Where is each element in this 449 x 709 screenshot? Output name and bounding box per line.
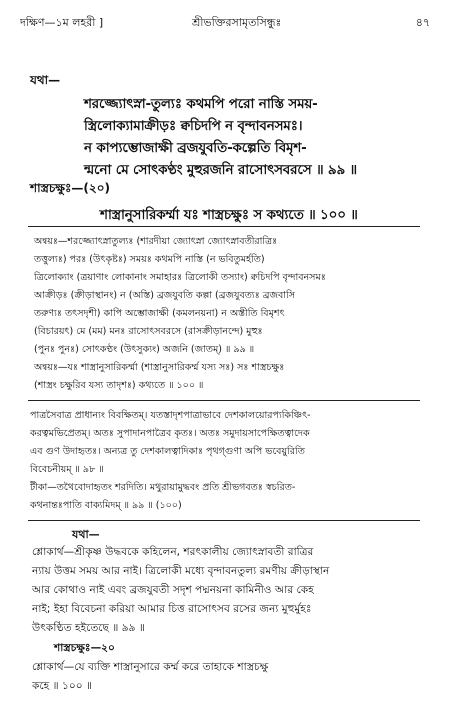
divider	[28, 226, 420, 227]
translation-line: উৎকণ্ঠিত হইতেছে ॥ ৯৯ ॥	[32, 622, 145, 634]
translation-label: যথা—	[72, 528, 100, 541]
shastra-verse: শাস্ত্রানুসারিকর্ম্মা যঃ শাস্ত্রচক্ষুঃ স কথ্যতে ॥ ১০০ ॥	[100, 207, 358, 223]
verse-line: ন্মনো মে সোৎকণ্ঠং মুহুরজনি রাসোৎসবরসে ॥ ৯৯ ॥	[84, 162, 357, 178]
translation-line: আর কোথাও নাই এবং ব্রজযুবতী সদৃশ পদ্মনয়না কামিনীও আর কেহ	[32, 584, 314, 596]
translation-line: নাই; ইহা বিবেচনা করিয়া আমার চিত্ত রাসোৎসব রসের জন্য মুহুর্মুহঃ	[32, 603, 312, 615]
anvaya-line: তত্তুল্যঃ) পরঃ (উৎকৃষ্টঃ) সময়ঃ কথমপি নাস্তি (ন ভবিতুমর্হতি)	[34, 254, 265, 265]
anvaya-line: অন্বয়ঃ—যঃ শাস্ত্রানুসারিকর্ম্মা (শাস্ত্রানুসারিকর্ম্ম যস্য সঃ) সঃ শাস্ত্রচক্ষুঃ	[34, 362, 285, 373]
chapter-heading: দক্ষিণ—১ম লহরী ]	[20, 16, 104, 29]
verse-line: স্ত্রিলোক্যামাক্রীড়ঃ ক্বচিদপি ন বৃন্দাবনসমঃ।	[84, 118, 303, 134]
translation-line: শ্লোকার্থ—শ্রীকৃষ্ণ উদ্ধবকে কহিলেন, শরৎকালীয় জ্যোৎস্নাবতী রাত্রির	[32, 546, 314, 558]
verse-line: ন কাপ্যম্ভোজাক্ষী ব্রজযুবতি-কল্পেতি বিমৃশ-	[84, 140, 307, 156]
translation-line: ন্যায় উত্তম সময় আর নাই। ত্রিলোকী মধ্যে বৃন্দাবনতুল্য রমণীয় ক্রীড়াস্থান	[32, 565, 330, 577]
tika-line: টীকা—তথৈবোদাহৃতং শরদিতি। মথুরায়ামুদ্ধবং প্রতি শ্রীভগবতঃ স্বচরিত-	[30, 482, 296, 493]
translation-line: শ্লোকার্থ—যে ব্যক্তি শাস্ত্রানুসারে কর্ম্ম করে তাহাকে শাস্ত্রচক্ষু	[32, 661, 269, 673]
anvaya-line: (বিচারয়ৎ) মে (মম) মনঃ রাসোৎসবরসে (রাসক্রীড়ানন্দে) মুহুঃ	[34, 326, 263, 337]
translation-shastra-label: শাস্ত্রচক্ষুঃ—২০	[54, 642, 115, 654]
divider	[28, 400, 420, 401]
tika-line: কথনান্তঃপাতি বাক্যমিদম্ ॥ ৯৯ ॥ (১০০)	[30, 500, 182, 511]
commentary-line: করত্বমভিপ্রেতম্। অতঃ সুপাদানপাত্রৈব কৃতঃ। অতঃ সমুদায়সাপেক্ষিতত্বাদেক	[30, 428, 310, 439]
divider	[28, 520, 420, 521]
anvaya-line: (পুনঃ পুনঃ) সোৎকণ্ঠং (উৎসুক্যং) অজনি (জাতম্) ॥ ৯৯ ॥	[34, 344, 255, 355]
running-header	[20, 14, 430, 30]
book-title: শ্রীভক্তিরসামৃতসিন্ধুঃ	[192, 16, 282, 29]
commentary-line: বিবেচনীয়ম্ ॥ ৯৮ ॥	[30, 464, 104, 475]
anvaya-line: (শাস্ত্রং চক্ষুরিব যস্য তাদৃশঃ) কথ্যতে ॥ ১০০ ॥	[34, 380, 204, 391]
verse-line: শরজ্জ্যোৎস্না-তুল্যঃ কথমপি পরো নাস্তি সময়-	[84, 96, 318, 112]
commentary-line: এব গুণ উদাহৃতঃ। অন্যত্র তু দেশকালত্বাদিকাঃ পৃথগ্গুণা অপি ভবেয়ুরিতি	[30, 446, 305, 457]
anvaya-line: অন্বয়ঃ—শরজ্জ্যোৎস্নাতুল্যঃ (শারদীয়া জ্যোৎস্না জ্যোৎস্নাবতীরাত্রিঃ	[34, 236, 278, 247]
shastra-label: শাস্ত্রচক্ষুঃ—(২০)	[30, 181, 111, 195]
anvaya-line: তরুণ্যঃ তৎসদৃশী) কাপি অম্ভোজাক্ষী (কমলনয়না) ন অস্তীতি বিমৃশৎ	[34, 308, 285, 319]
anvaya-line: ত্রিলোক্যাং (ত্রয়াণাং লোকানাং সমাহারঃ ত্রিলোকী তস্যাং) ক্বচিদপি বৃন্দাবনসমঃ	[34, 272, 326, 283]
verse-label: যথা—	[30, 73, 61, 87]
commentary-line: পাত্রসৈবাত্র প্রাধান্যং বিবক্ষিতম্। যতস্তাদৃশপাত্রাভাবে দেশকালয়োরপ্যকিঞ্চিৎ-	[30, 410, 311, 421]
translation-line: কহে ॥ ১০০ ॥	[32, 680, 92, 692]
anvaya-line: আক্রীড়ঃ (ক্রীড়াস্থানং) ন (অস্তি) ব্রজযুবতি কল্পা (ব্রজযুবত্যঃ ব্রজবাসি	[34, 290, 296, 301]
page-number: ৪৭	[415, 16, 430, 29]
